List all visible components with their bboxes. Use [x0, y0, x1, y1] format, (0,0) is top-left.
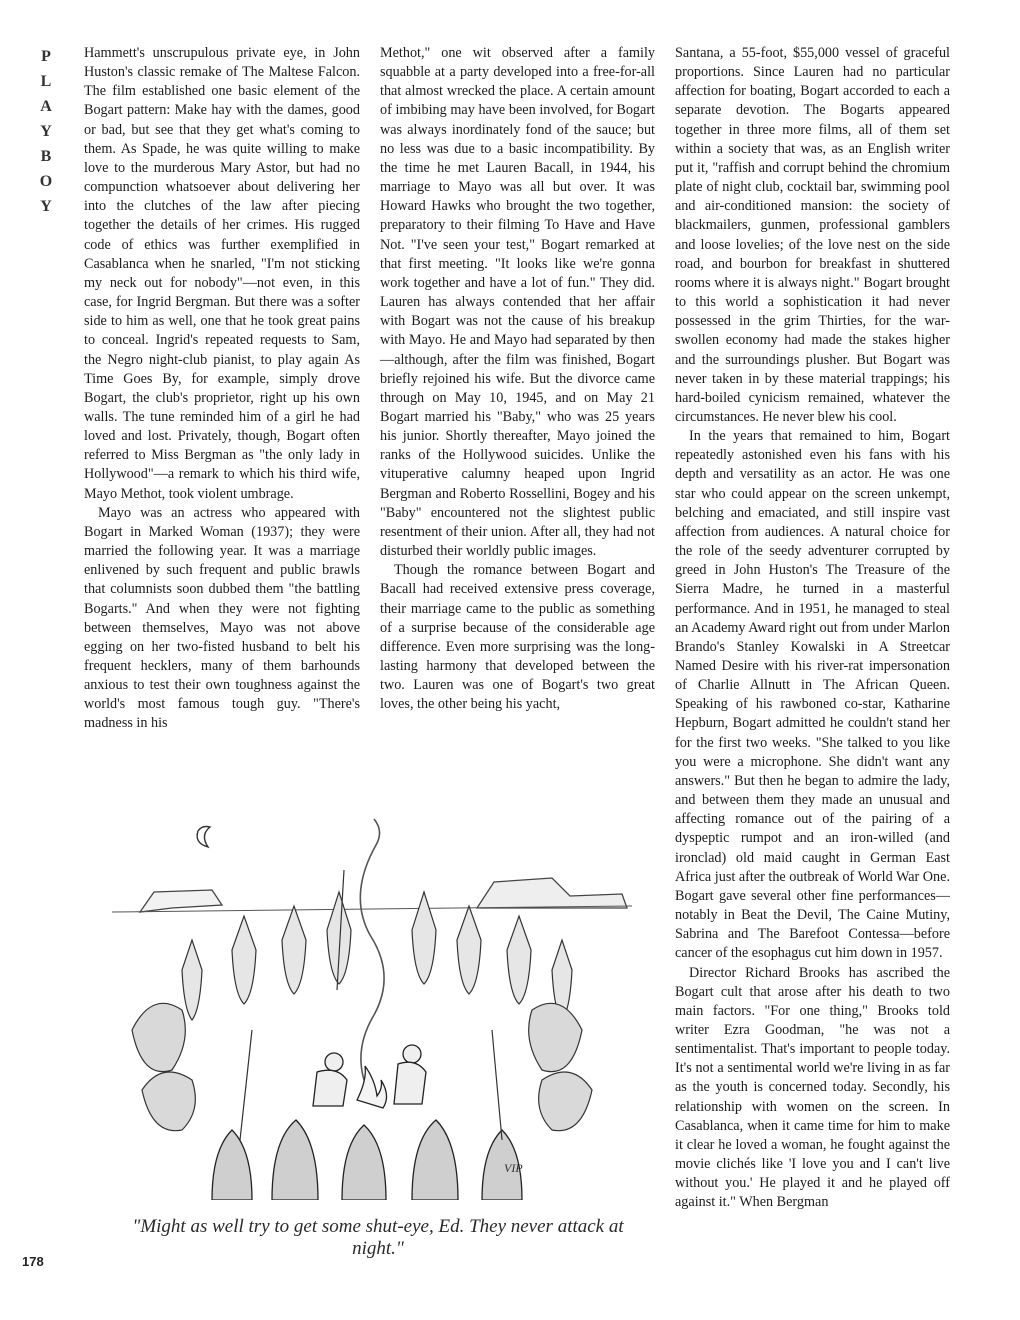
artist-signature: VIP — [504, 1161, 523, 1175]
paragraph: Methot," one wit observed after a family squabble at a party developed into a free-for-all that almost wrecked the place. A certain amount of imbibing may have been involved, for Bogart was always inordinately fond of the sauce; but no less was due to a basic incompatibility. By the time he met Lauren Bacall, in 1944, his marriage to Mayo was all but over. It was Howard Hawks who brought the two together, preparatory to their filming To Have and Have Not. "I've seen your test," Bogart remarked at that first meeting. "It looks like we're gonna work together and have a lot of fun." They did. Lauren has always contended that her affair with Bogart was not the cause of his breakup with Mayo. He and Mayo had separated by then—although, after the film was finished, Bogart briefly rejoined his wife. But the divorce came through on May 10, 1945, and on May 21 Bogart married his "Baby," who was 25 years his junior. Shortly thereafter, Mayo joined the ranks of the Hollywood suicides. Unlike the vituperative calumny heaped upon Ingrid Bergman and Roberto Rossellini, Bogey and his "Baby" encountered not the slightest public resentment of their union. After all, they had not disturbed their worldly public images. — [380, 45, 655, 560]
paragraph: Though the romance between Bogart and Bacall had received extensive press coverage, their marriage came to the public as something of a surprise because of the considerable age difference. Even more surprising was the long-lasting harmony that developed between the two. Lauren was one of Bogart's two great loves, the other being his yacht, — [380, 562, 655, 713]
back-row-riders — [182, 892, 572, 1020]
paragraph: Hammett's unscrupulous private eye, in John Huston's classic remake of The Maltese Falcon. The film established one basic element of the Bogart pattern: Make hay with the dames, good or bad, but see that they get what's coming to them. As Spade, he was quite willing to make love to the murderous Mary Astor, but had no compunction whatsoever about delivering her into the clutches of the law after piecing together the details of her crimes. His rugged code of ethics was further exemplified in Casablanca when he snarled, "I'm not sticking my neck out for nobody"—not even, in this case, for Ingrid Bergman. But there was a softer side to him as well, one that he took great pains to conceal. Ingrid's repeated requests to Sam, the Negro night-club pianist, to play again As Time Goes By, for example, simply drove Bogart, the club's proprietor, right up his own walls. The tune reminded him of a girl he had loved and lost. Privately, though, Bogart often referred to Miss Bergman as "the only lady in Hollywood"—a remark to which his third wife, Mayo Methot, took violent umbrage. — [84, 45, 360, 502]
article-column-2 — [380, 44, 655, 714]
paragraph: Director Richard Brooks has ascribed the Bogart cult that arose after his death to two main factors. "For one thing," Brooks told writer Ezra Goodman, "he was not a sentimentalist. That's important to people today. It's not a sentimental world we're living in as far as the youth is concerned today. Secondly, his relationship with women on the screen. In Casablanca, when it came time for him to make it clear he loved a woman, he fought against the movie clichés like 'I love you and I can't live without you.' He played it and he played off against it." When Bergman — [675, 964, 950, 1211]
cartoon-illustration — [112, 780, 632, 1200]
mesa-right — [477, 878, 627, 908]
paragraph: Mayo was an actress who appeared with Bogart in Marked Woman (1937); they were married the following year. It was a marriage enlivened by such frequent and public brawls that columnists soon dubbed them "the battling Bogarts." And when they were not fighting between themselves, Mayo was not above egging on her two-fisted husband to belt his frequent hecklers, many of them barhounds anxious to test their own toughness against the world's most famous tough guy. "There's madness in his — [84, 504, 360, 732]
article-column-3 — [675, 44, 950, 1213]
crescent-moon-icon — [197, 827, 210, 848]
campfire-smoke — [360, 819, 384, 1095]
article-column-1 — [84, 44, 360, 734]
cartoon-caption: "Might as well try to get some shut-eye, Ed. They never attack at night." — [132, 1216, 624, 1259]
paragraph: In the years that remained to him, Bogart repeatedly astonished even his fans with his depth and versatility as an actor. He was one star who could appear on the screen unkempt, belching and emaciated, and still inspire vast affection from audiences. A natural choice for the role of the seedy adventurer corrupted by greed in John Huston's The Treasure of the Sierra Madre, he turned in a masterful performance. And in 1951, he managed to steal an Academy Award right out from under Marlon Brando's Stanley Kowalski in A Streetcar Named Desire with his river-rat impersonation of Charlie Allnutt in The African Queen. Speaking of his rawboned co-star, Katharine Hepburn, Bogart admitted he couldn't stand her for the first two weeks. "She talked to you like you were a microphone. She didn't want any answers." But then he began to admire the lady, and between them they made an unusual and affecting romance out of the pairing of a dyspeptic rumpot and an iron-willed (and ironclad) old maid caught in German East Africa just after the outbreak of World War One. Bogart gave several other fine performances—notably in Beat the Devil, The Caine Mutiny, Sabrina and The Barefoot Contessa—before cancer of the esophagus cut him down in 1957. — [675, 428, 950, 962]
mesa-left — [140, 890, 222, 912]
page-number: 178 — [22, 1254, 44, 1269]
paragraph: Santana, a 55-foot, $55,000 vessel of graceful proportions. Since Lauren had no particular affection for boating, Bogart accorded to each a separate devotion. The Bogarts appeared together in three more films, all of them set within a society that was, as an English writer put it, "raffish and corrupt behind the chromium plate of night club, cocktail bar, swimming pool and air-conditioned mansion: the society of blackmailers, gunmen, professional gamblers and loose lovelies; of the love nest on the side road, and bourbon for breakfast in shuttered rooms where it is always night." Bogart brought to this world a sophistication it had never possessed in the grim Thirties, for the war-swollen economy had made the stakes higher and the surroundings plusher. But Bogart was never taken in by these material trappings; his hard-boiled cynicism remained, whatever the circumstances. He never blew his cool. — [675, 45, 950, 425]
running-head-playboy: P L A Y B O Y — [39, 48, 53, 215]
front-row-riders — [212, 1120, 522, 1200]
